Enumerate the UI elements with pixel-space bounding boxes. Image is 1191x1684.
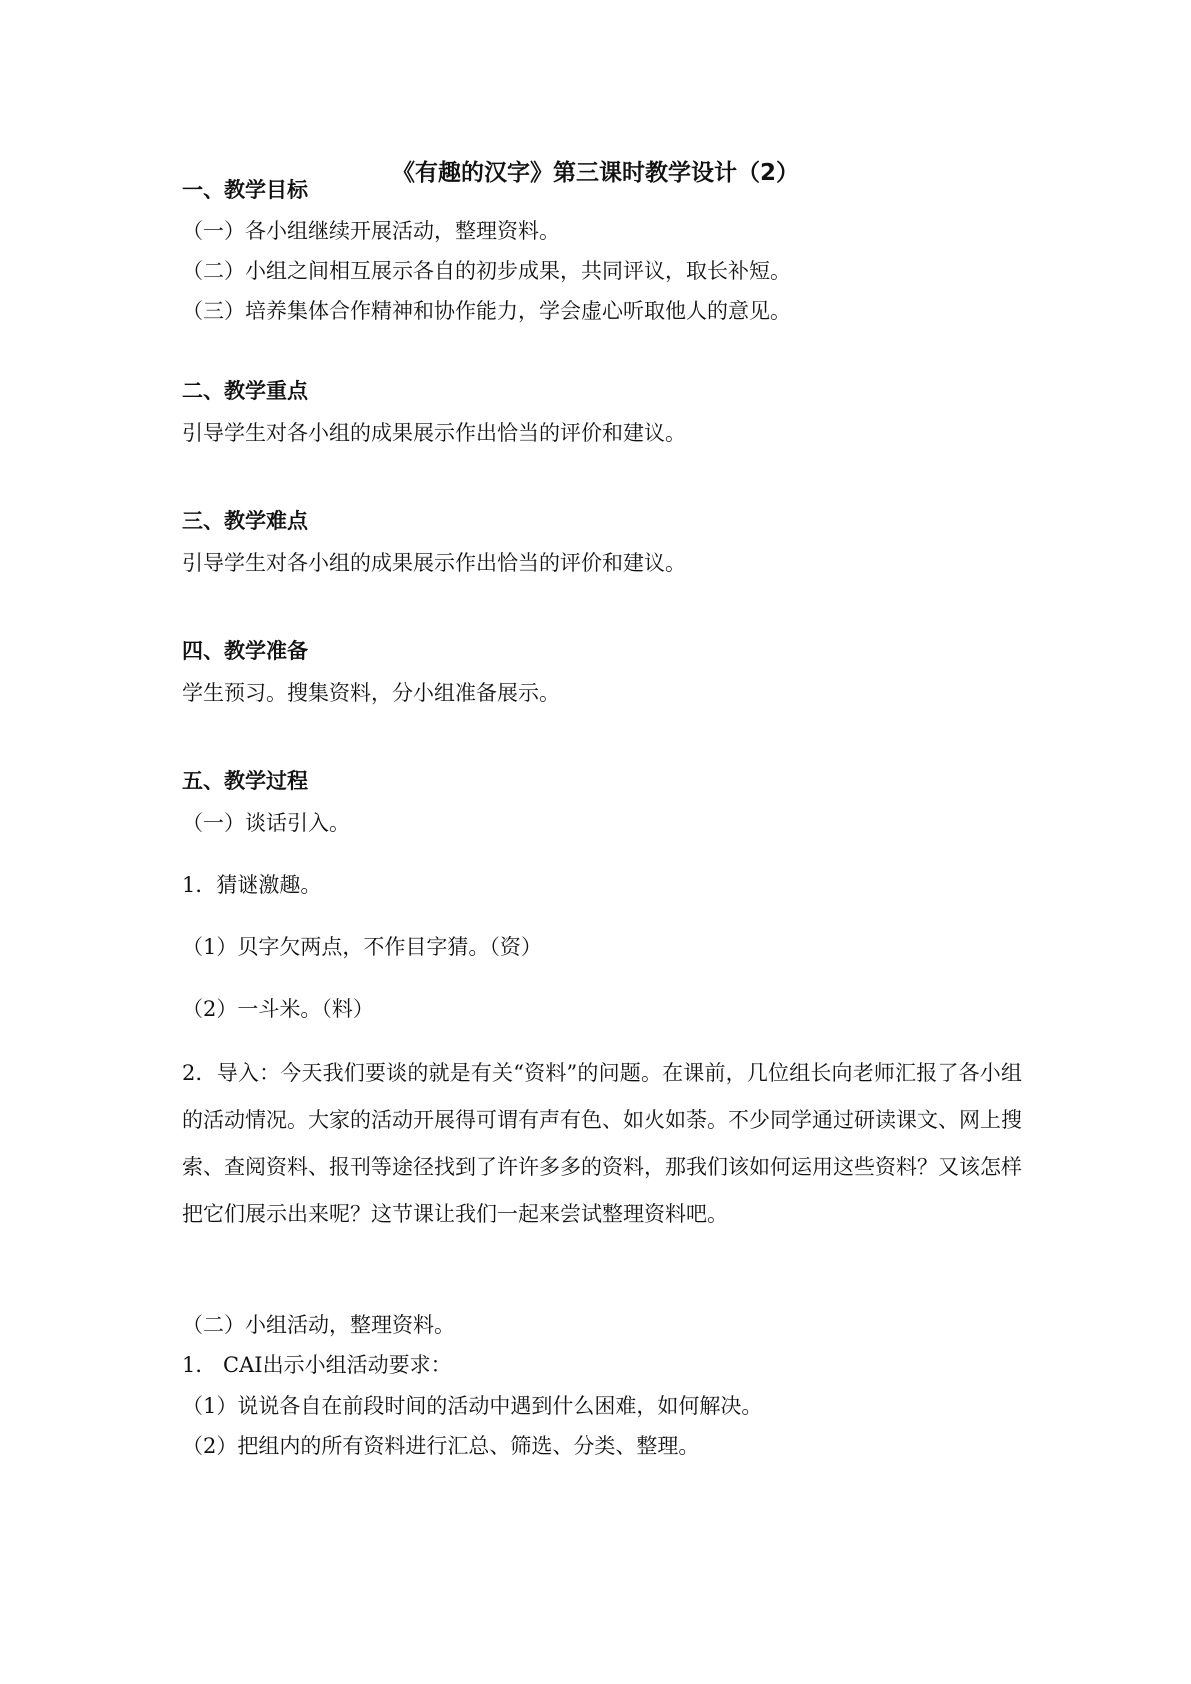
riddle-1: （1）贝字欠两点，不作目字猜。（资） [182, 935, 542, 959]
goals-heading: 一、教学目标 [182, 178, 308, 202]
difficulties-text: 引导学生对各小组的成果展示作出恰当的评价和建议。 [182, 551, 686, 575]
goal-item-1: （一）各小组继续开展活动，整理资料。 [182, 219, 560, 243]
key-points-text: 引导学生对各小组的成果展示作出恰当的评价和建议。 [182, 421, 686, 445]
requirement-1: （1）说说各自在前段时间的活动中遇到什么困难，如何解决。 [182, 1394, 763, 1418]
riddle-2: （2）一斗米。（料） [182, 997, 374, 1021]
process-step-1: 1．猜谜激趣。 [182, 873, 322, 897]
preparation-text: 学生预习。搜集资料，分小组准备展示。 [182, 681, 560, 705]
difficulties-heading: 三、教学难点 [182, 509, 308, 533]
goal-item-3: （三）培养集体合作精神和协作能力，学会虚心听取他人的意见。 [182, 299, 791, 323]
key-points-heading: 二、教学重点 [182, 379, 308, 403]
preparation-heading: 四、教学准备 [182, 639, 308, 663]
page-title: 《有趣的汉字》第三课时教学设计（2） [391, 160, 799, 186]
process-step-2-1: 1． CAI出示小组活动要求： [182, 1353, 452, 1377]
requirement-2: （2）把组内的所有资料进行汇总、筛选、分类、整理。 [182, 1434, 700, 1458]
process-part-1: （一）谈话引入。 [182, 811, 350, 835]
process-part-2: （二）小组活动，整理资料。 [182, 1313, 455, 1337]
process-heading: 五、教学过程 [182, 769, 308, 793]
goal-item-2: （二）小组之间相互展示各自的初步成果，共同评议，取长补短。 [182, 259, 791, 283]
process-step-2-paragraph: 2．导入：今天我们要谈的就是有关“资料”的问题。在课前，几位组长向老师汇报了各小组的活动情况。大家的活动开展得可谓有声有色、如火如荼。不少同学通过研读课文、网上搜索、查阅资料、报刊等途径找到了许许多多的资料，那我们该如何运用这些资料？又该怎样把它们展示出来呢？这节课让我们一起来尝试整理资料吧。 [182, 1061, 1022, 1226]
